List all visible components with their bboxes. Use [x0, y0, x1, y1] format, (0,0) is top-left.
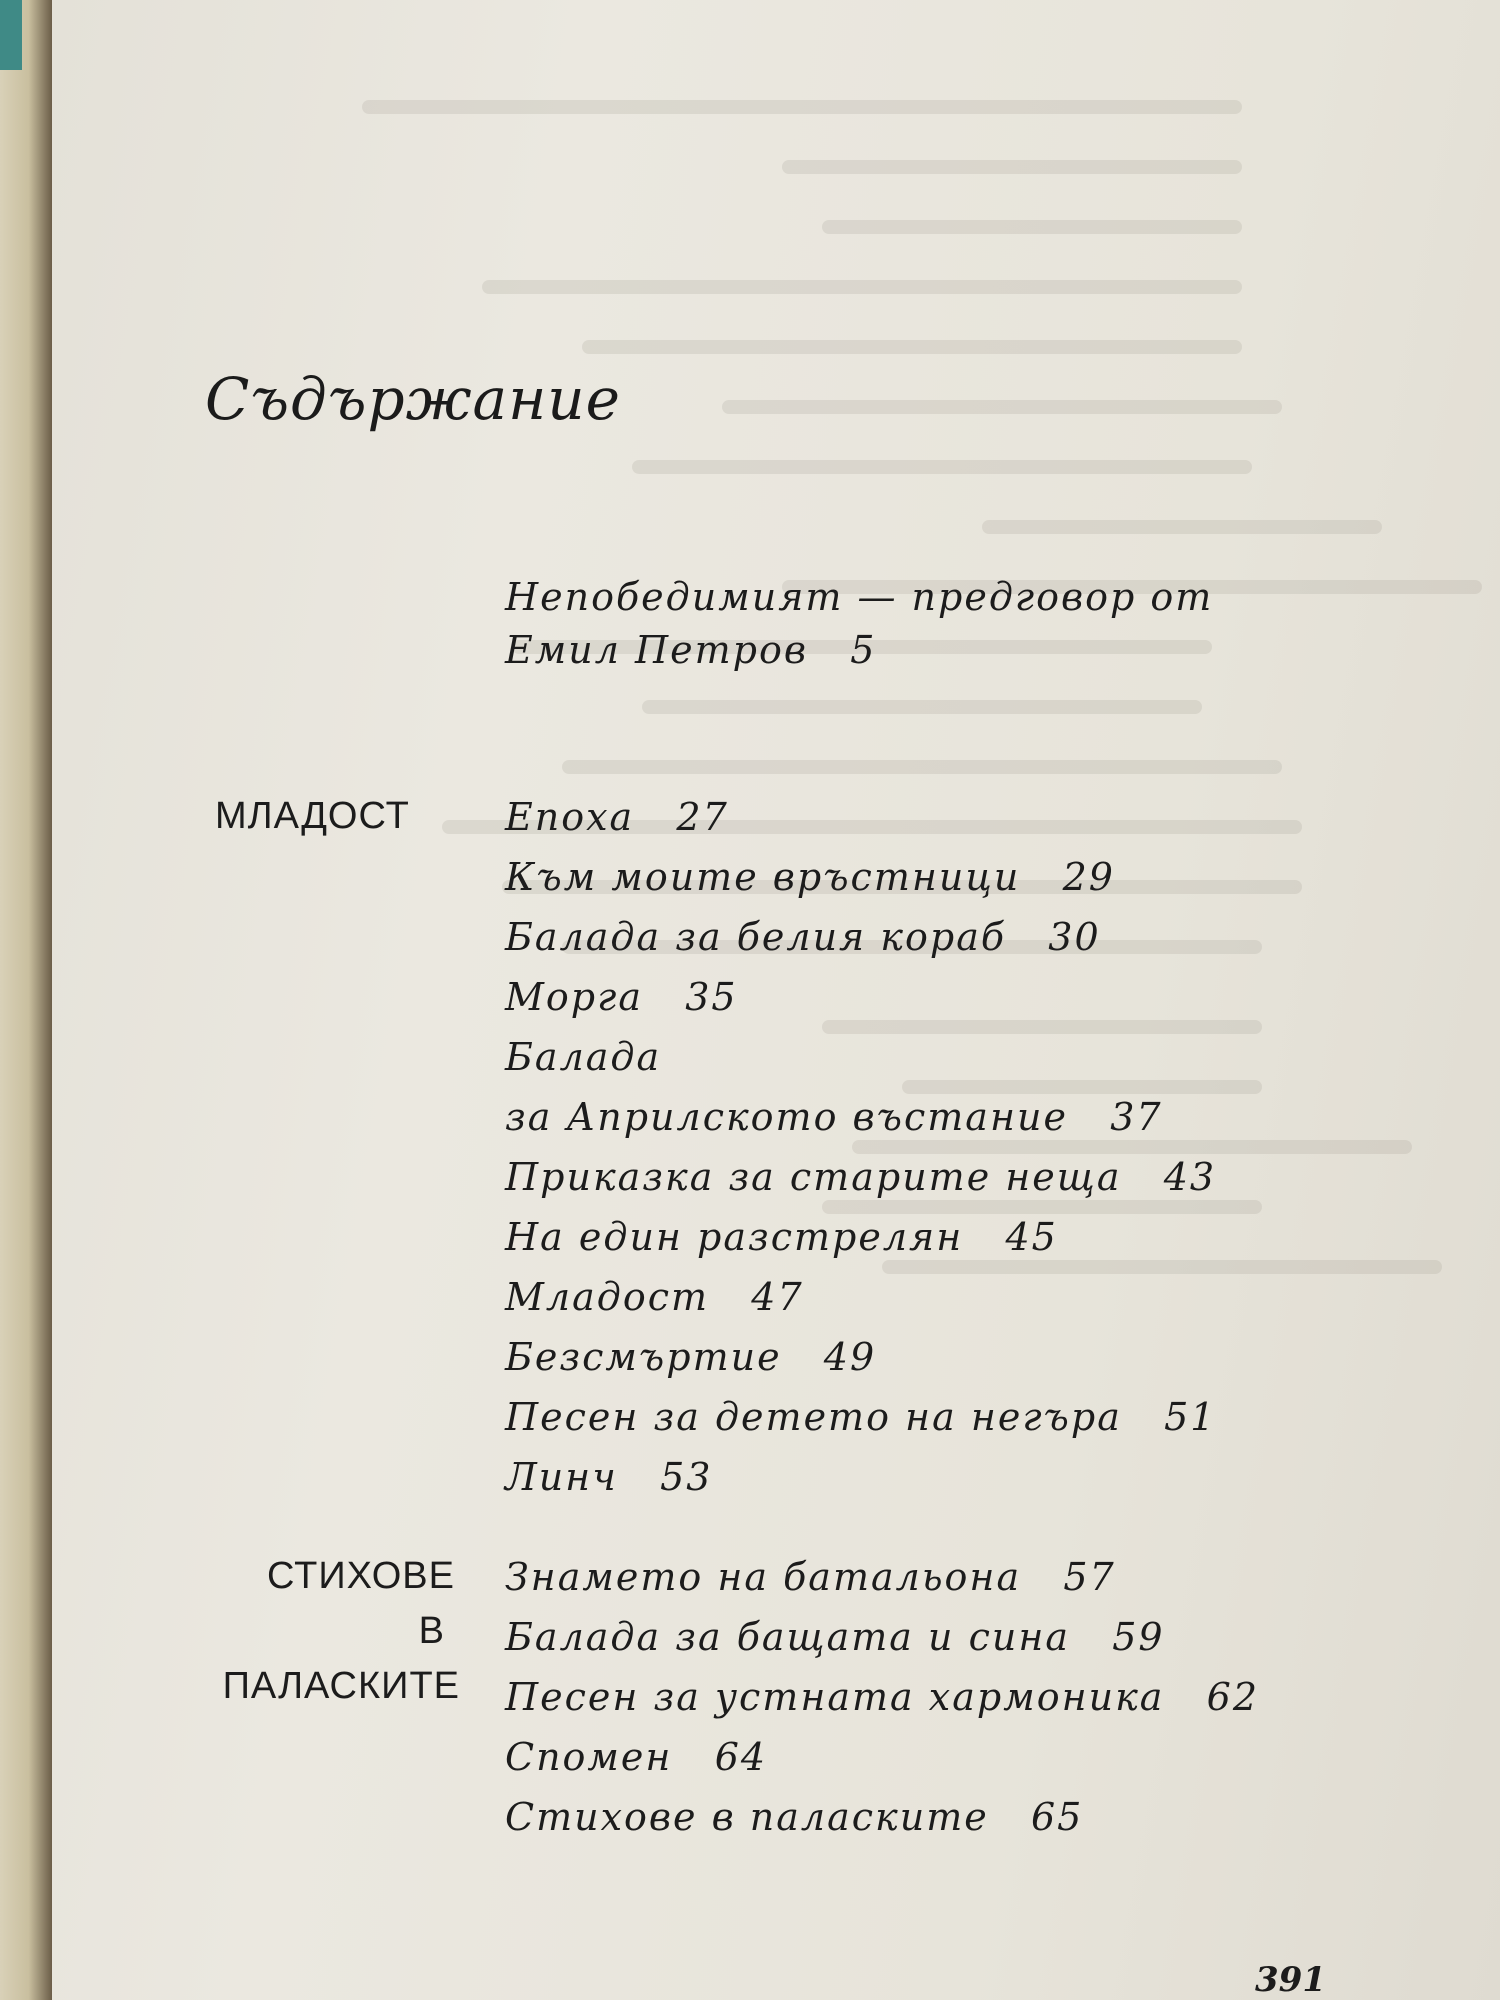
toc-entry: за Априлското въстание 37: [505, 1095, 1163, 1139]
toc-entry: Балада: [505, 1035, 662, 1079]
toc-entry: Знамето на батальона 57: [505, 1555, 1116, 1599]
toc-entry: Линч 53: [505, 1455, 713, 1499]
book-binding: [0, 0, 52, 2000]
toc-entry: Спомен 64: [505, 1735, 768, 1779]
toc-entry: Безсмъртие 49: [505, 1335, 877, 1379]
toc-entry: Младост 47: [505, 1275, 804, 1319]
toc-entry: Песен за устната хармоника 62: [505, 1675, 1260, 1719]
section-label-stihove-line-1: СТИХОВЕ: [266, 1555, 455, 1597]
toc-entry: Стихове в паласките 65: [505, 1795, 1084, 1839]
toc-entry: Балада за бащата и сина 59: [505, 1615, 1165, 1659]
section-label-mladost: МЛАДОСТ: [215, 795, 410, 837]
section-label-stihove-line-3: ПАЛАСКИТЕ: [222, 1665, 460, 1707]
toc-entry: Епоха 27: [505, 795, 729, 839]
toc-entry: Морга 35: [505, 975, 738, 1019]
toc-entry: Балада за белия кораб 30: [505, 915, 1101, 959]
page-title: Съдържание: [205, 365, 621, 433]
toc-entry: Приказка за старите неща 43: [505, 1155, 1217, 1199]
teal-cover-edge: [0, 0, 22, 70]
intro-line-2: Емил Петров 5: [505, 628, 877, 672]
toc-entry: На един разстрелян 45: [505, 1215, 1058, 1259]
show-through-text: [262, 80, 1412, 1330]
section-label-stihove-line-2: В: [418, 1610, 445, 1652]
toc-entry: Песен за детето на негъра 51: [505, 1395, 1217, 1439]
toc-entry: Към моите връстници 29: [505, 855, 1115, 899]
page-number: 391: [1255, 1960, 1326, 2000]
intro-line-1: Непобедимият — предговор от: [505, 575, 1214, 619]
